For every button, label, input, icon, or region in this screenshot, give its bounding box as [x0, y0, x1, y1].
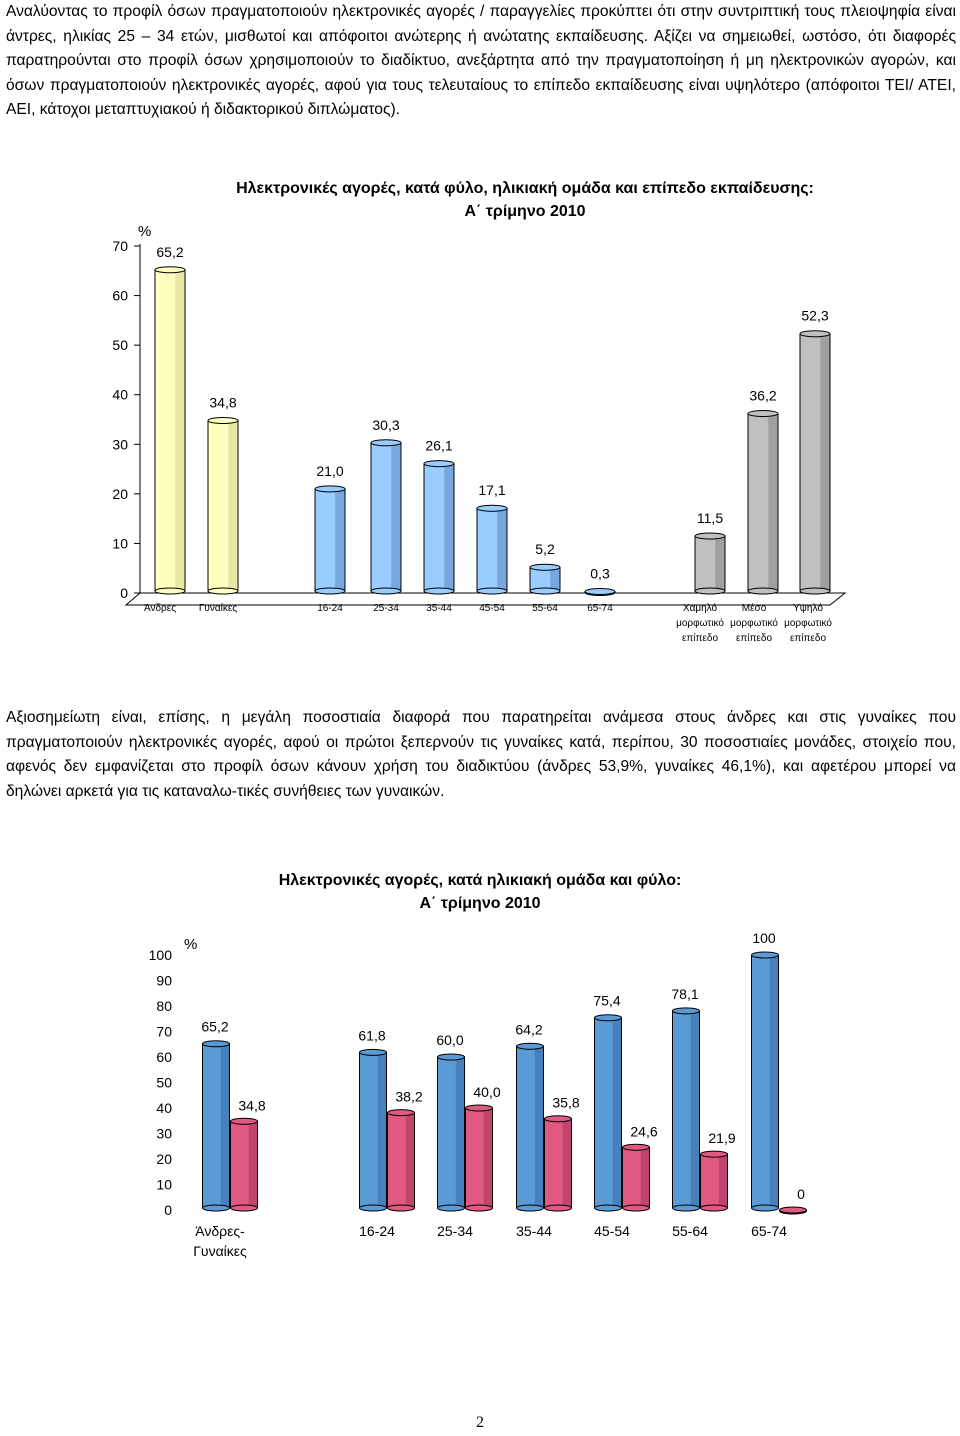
- chart-1-bar-top: [155, 267, 185, 273]
- chart-2-bar-base: [545, 1205, 572, 1211]
- chart-2-category-label: 45-54: [594, 1223, 630, 1239]
- chart-2-bar-base: [623, 1205, 650, 1211]
- chart-2-data-label: 60,0: [436, 1032, 464, 1048]
- chart-2-category-label: 65-74: [751, 1223, 787, 1239]
- chart-1-ytick: 0: [120, 585, 128, 601]
- chart-2-category-label: Άνδρες-: [195, 1223, 245, 1239]
- chart-gender-age-education: [0, 168, 960, 660]
- chart-2-svg: [0, 862, 960, 1262]
- chart-2-bar-shade: [691, 1011, 699, 1208]
- chart-2-title: Ηλεκτρονικές αγορές, κατά ηλικιακή ομάδα και φύλο:: [278, 872, 682, 889]
- paragraph-gender-gap: Αξιοσημείωτη είναι, επίσης, η μεγάλη ποσοστιαία διαφορά που παρατηρείται ανάμεσα στους άνδρες και στις γυναίκες που πραγματοποιούν ηλεκτρονικές αγορές, αφού οι πρώτοι ξεπερνούν τις γυναίκες κατά, περίπου, 30 ποσοστιαίες μονάδες, στοιχείο που, αφενός δεν εμφανίζεται στο προφίλ όσων κάνουν χρήση του διαδικτύου (άνδρες 53,9%, γυναίκες 46,1%), και αφετέρου μπορεί να δηλώνει αρκετά για τις καταναλω-τικές συνήθειες των γυναικών.: [6, 709, 956, 800]
- chart-1-data-label: 5,2: [535, 541, 555, 558]
- chart-1-category-label: επίπεδο: [735, 633, 773, 644]
- chart-2-data-label: 0: [797, 1186, 805, 1202]
- chart-1-subtitle: Α΄ τρίμηνο 2010: [464, 203, 586, 220]
- chart-1-bar-top: [585, 589, 615, 595]
- chart-1-bar-base: [477, 588, 507, 594]
- chart-2-bar-shade: [378, 1052, 386, 1208]
- chart-1-category-label: επίπεδο: [789, 633, 827, 644]
- chart-2-bar-base: [231, 1205, 258, 1211]
- chart-2-bar-base: [203, 1205, 230, 1211]
- chart-2-data-label: 78,1: [671, 985, 699, 1002]
- chart-2-bar-base: [595, 1205, 622, 1211]
- chart-1-category-label: 65-74: [587, 603, 613, 614]
- chart-1-bar-base: [208, 588, 238, 594]
- chart-1-bar-top: [315, 486, 345, 492]
- chart-1-category-label: επίπεδο: [681, 633, 719, 644]
- chart-1-ytick: 70: [112, 238, 128, 254]
- chart-1-data-label: 26,1: [425, 437, 453, 454]
- chart-1-category-label: μορφωτικό: [730, 618, 778, 629]
- chart-1-bar-base: [424, 588, 454, 594]
- chart-1-ytick: 20: [112, 485, 128, 502]
- chart-2-bar-shade: [613, 1018, 621, 1208]
- chart-2-bar-top: [545, 1116, 572, 1122]
- chart-2-bar-shade: [719, 1154, 727, 1208]
- chart-2-data-label: 65,2: [201, 1018, 229, 1035]
- chart-2-bar-shade: [535, 1046, 543, 1208]
- chart-2-bar-top: [388, 1110, 415, 1116]
- chart-1-ytick: 10: [112, 535, 128, 552]
- chart-1-category-label: 16-24: [317, 603, 343, 614]
- chart-2-data-label: 24,6: [630, 1123, 658, 1140]
- chart-2-bar-top: [780, 1207, 807, 1213]
- chart-1-bar-shade: [715, 536, 724, 591]
- chart-2-data-label: 35,8: [552, 1094, 580, 1111]
- chart-1-bar-shade: [335, 489, 344, 591]
- chart-1-category-label: μορφωτικό: [676, 618, 724, 629]
- chart-2-data-label: 40,0: [473, 1084, 501, 1100]
- chart-1-data-label: 11,5: [696, 509, 724, 526]
- chart-2-bar-base: [438, 1205, 465, 1211]
- chart-2-bar-top: [360, 1049, 387, 1055]
- chart-1-bar-shade: [497, 508, 506, 591]
- chart-1-bar-base: [155, 588, 185, 594]
- paragraph-intro: Αναλύοντας το προφίλ όσων πραγματοποιούν ηλεκτρονικές αγορές / παραγγελίες προκύπτει ότι στην συντριπτική τους πλειοψηφία είναι άντρες, ηλικίας 25 – 34 ετών, μισθωτοί και απόφοιτοι ανώτερης ή ανώτατης εκπαίδευσης. Αξίζει να σημειωθεί, ωστόσο, ότι διαφορές παρατηρούνται στο προφίλ όσων χρησιμοποιούν το διαδίκτυο, ανεξάρτητα από την πραγματοποίηση ή μη ηλεκτρονικών αγορών, και όσων πραγματοποιούν ηλεκτρονικές αγορές, αφού για τους τελευταίους το επίπεδο εκπαίδευσης είναι υψηλότερο (απόφοιτοι ΤΕΙ/ ΑΤΕΙ, ΑΕΙ, κάτοχοι μεταπτυχιακού ή διδακτορικού διπλώματος).: [6, 3, 956, 119]
- chart-1-category-label: 55-64: [532, 603, 558, 614]
- chart-2-ytick: 30: [156, 1125, 172, 1142]
- chart-age-gender: [0, 862, 960, 1262]
- chart-2-bar-base: [466, 1205, 493, 1211]
- chart-2-bar-shade: [484, 1108, 492, 1208]
- chart-1-bar-top: [371, 440, 401, 446]
- chart-2-ytick: 60: [156, 1049, 172, 1065]
- chart-2-ytick: 10: [156, 1176, 172, 1193]
- chart-2-data-label: 21,9: [708, 1130, 736, 1147]
- chart-2-bar-top: [466, 1105, 493, 1111]
- chart-1-bar-shade: [820, 334, 829, 591]
- chart-2-data-label: 61,8: [358, 1027, 386, 1044]
- chart-1-ytick: 30: [112, 436, 128, 453]
- chart-2-data-label: 64,2: [515, 1021, 543, 1038]
- chart-2-bar-top: [517, 1043, 544, 1049]
- chart-2-ytick: 40: [156, 1100, 172, 1116]
- chart-1-svg: [0, 168, 960, 660]
- chart-2-ylabel: %: [184, 936, 198, 953]
- chart-1-bar-top: [748, 411, 778, 417]
- chart-1-bar-shade: [228, 420, 237, 591]
- chart-2-ytick: 50: [156, 1074, 172, 1091]
- page-number: 2: [476, 1414, 484, 1431]
- chart-1-bar-shade: [444, 464, 453, 591]
- chart-2-category-label: Γυναίκες: [193, 1243, 247, 1259]
- chart-1-data-label: 17,1: [478, 482, 506, 499]
- chart-2-ytick: 0: [164, 1202, 172, 1218]
- chart-1-data-label: 36,2: [749, 387, 777, 404]
- chart-1-category-label: 35-44: [426, 603, 452, 614]
- chart-1-bar-top: [477, 505, 507, 511]
- chart-2-bar-base: [752, 1205, 779, 1211]
- chart-2-bar-shade: [563, 1119, 571, 1208]
- chart-1-title: Ηλεκτρονικές αγορές, κατά φύλο, ηλικιακή ομάδα και επίπεδο εκπαίδευσης:: [236, 180, 814, 197]
- chart-1-category-label: Μέσο: [741, 603, 767, 614]
- chart-1-bar-top: [530, 564, 560, 570]
- chart-1-bar-base: [530, 588, 560, 594]
- chart-2-data-label: 75,4: [593, 992, 621, 1009]
- chart-2-bar-top: [438, 1054, 465, 1060]
- chart-1-bar-top: [424, 461, 454, 467]
- chart-2-bar-top: [203, 1041, 230, 1047]
- chart-1-category-label: Γυναίκες: [198, 603, 238, 614]
- chart-1-ytick: 60: [112, 287, 128, 304]
- chart-2-bar-shade: [249, 1121, 257, 1208]
- chart-2-bar-shade: [221, 1044, 229, 1208]
- chart-2-bar-top: [231, 1118, 258, 1124]
- chart-2-bar-base: [517, 1205, 544, 1211]
- chart-1-category-label: Χαμηλό: [682, 603, 718, 614]
- chart-2-category-label: 25-34: [437, 1223, 473, 1239]
- chart-1-category-label: 45-54: [479, 603, 505, 614]
- chart-2-data-label: 38,2: [395, 1088, 423, 1105]
- chart-1-category-label: Άνδρες: [143, 603, 177, 614]
- chart-2-bar-top: [701, 1151, 728, 1157]
- chart-1-bar-shade: [550, 567, 559, 591]
- chart-1-ytick: 40: [112, 386, 128, 403]
- chart-1-data-label: 0,3: [590, 565, 610, 582]
- chart-2-bar-top: [673, 1008, 700, 1014]
- chart-2-ytick: 70: [156, 1023, 172, 1040]
- chart-2-bar-shade: [406, 1113, 414, 1208]
- chart-2-subtitle: Α΄ τρίμηνο 2010: [419, 895, 541, 912]
- chart-2-category-label: 55-64: [672, 1223, 708, 1239]
- chart-2-bar-top: [595, 1015, 622, 1021]
- chart-2-bar-shade: [456, 1057, 464, 1208]
- chart-2-bar-top: [623, 1144, 650, 1150]
- chart-1-bar-top: [208, 417, 238, 423]
- chart-1-ylabel: %: [138, 223, 152, 240]
- chart-1-category-label: μορφωτικό: [784, 618, 832, 629]
- chart-1-data-label: 30,3: [372, 416, 400, 433]
- chart-2-bar-shade: [641, 1147, 649, 1208]
- chart-1-bar-base: [371, 588, 401, 594]
- chart-1-data-label: 52,3: [801, 307, 829, 324]
- chart-1-ytick: 50: [112, 337, 128, 354]
- chart-1-bar-shade: [768, 414, 777, 591]
- chart-2-bar-shade: [770, 955, 778, 1208]
- chart-1-bar-base: [695, 588, 725, 594]
- chart-2-bar-base: [673, 1205, 700, 1211]
- chart-1-category-label: 25-34: [373, 603, 399, 614]
- chart-1-data-label: 65,2: [156, 243, 184, 260]
- chart-2-category-label: 16-24: [359, 1223, 395, 1239]
- chart-1-bar-base: [800, 588, 830, 594]
- chart-1-bar-shade: [391, 443, 400, 591]
- chart-1-bar-base: [315, 588, 345, 594]
- chart-2-bar-base: [360, 1205, 387, 1211]
- chart-1-data-label: 21,0: [316, 462, 344, 479]
- chart-2-bar-base: [701, 1205, 728, 1211]
- chart-1-bar-shade: [175, 270, 184, 591]
- chart-2-category-label: 35-44: [516, 1223, 552, 1239]
- chart-1-data-label: 34,8: [209, 394, 237, 411]
- chart-2-bar-top: [752, 952, 779, 958]
- chart-2-ytick: 100: [148, 947, 172, 963]
- chart-2-ytick: 80: [156, 998, 172, 1014]
- chart-2-bar-base: [388, 1205, 415, 1211]
- chart-1-bar-base: [748, 588, 778, 594]
- chart-1-bar-top: [695, 533, 725, 539]
- chart-2-data-label: 100: [752, 930, 776, 946]
- chart-1-bar-top: [800, 331, 830, 337]
- chart-2-ytick: 90: [156, 972, 172, 989]
- chart-2-ytick: 20: [156, 1151, 172, 1167]
- chart-2-data-label: 34,8: [238, 1097, 266, 1114]
- chart-1-category-label: Υψηλό: [793, 603, 823, 614]
